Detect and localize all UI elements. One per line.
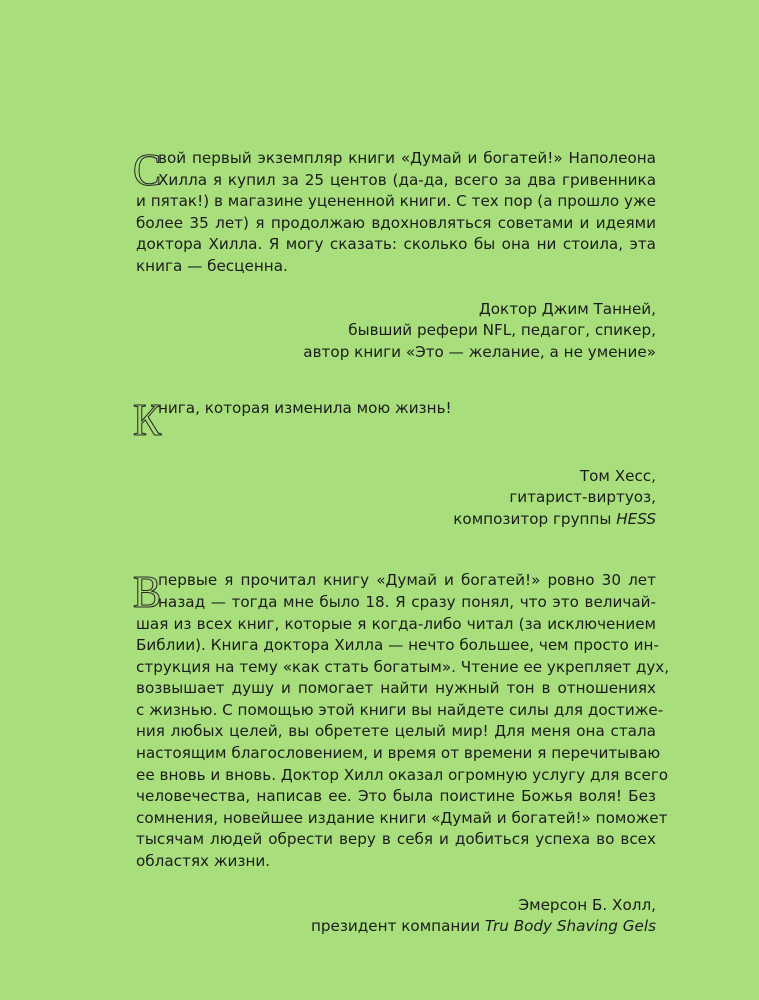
quote-line: нига, которая изменила мою жизнь!: [158, 399, 452, 418]
quote-line: Хилла я купил за 25 центов (да-да, всего за два гривенника: [158, 170, 656, 189]
attribution-name: Доктор Джим Танней,: [478, 299, 656, 318]
attribution-extra: [136, 509, 656, 531]
quote-line: Библии). Книга доктора Хилла — нечто большее, чем просто ин-: [136, 636, 659, 655]
quote-line: настоящим благословением, и время от времени я перечитываю: [136, 744, 661, 763]
quote-line: возвышает душу и помогает найти нужный тон в отношениях: [136, 679, 656, 698]
attribution-role: бывший рефери NFL, педагог, спикер,: [348, 321, 656, 340]
attribution-extra-prefix: композитор группы: [453, 509, 617, 528]
quote-line: назад — тогда мне было 18. Я сразу понял, что это величай-: [158, 592, 656, 611]
quote-line: человечества, написав ее. Это была поистине Божья воля! Без: [136, 787, 656, 806]
quote-line: с жизнью. С помощью этой книги вы найдете силы для достиже-: [136, 700, 664, 719]
quote-line: сомнения, новейшее издание книги «Думай и богатей!» поможет: [136, 808, 668, 827]
testimonial-quote-3: [133, 566, 670, 872]
testimonials-page: [133, 144, 670, 938]
quote-line: книга — бесценна.: [136, 256, 288, 275]
quote-line: шая из всех книг, которые я когда-либо читал (за исключением: [136, 614, 656, 633]
testimonial-attribution-1: [136, 299, 656, 364]
quote-line: ния любых целей, вы обретете целый мир! Для меня она стала: [136, 722, 656, 741]
attribution-name: Эмерсон Б. Холл,: [518, 895, 656, 914]
quote-line: и пятак!) в магазине уцененной книги. С тех пор (а прошло уже: [136, 192, 656, 211]
attribution-extra: автор книги «Это — желание, а не умение»: [303, 342, 656, 361]
attribution-role: гитарист-виртуоз,: [509, 488, 656, 507]
attribution-name: Том Хесс,: [579, 466, 656, 485]
testimonial-quote-2: [133, 394, 656, 446]
quote-line: ее вновь и вновь. Доктор Хилл оказал огромную услугу для всего: [136, 765, 669, 784]
quote-line: вой первый экземпляр книги «Думай и богатей!» Наполеона: [158, 149, 656, 167]
attribution-role: [136, 916, 656, 938]
quote-line: доктора Хилла. Я могу сказать: сколько бы она ни стоила, эта: [136, 235, 656, 254]
attribution-role-prefix: президент компании: [310, 917, 485, 936]
company-name: Tru Body Shaving Gels: [484, 917, 656, 936]
quote-line: областях жизни.: [136, 852, 271, 871]
quote-line: струкция на тему «как стать богатым». Чтение ее укрепляет дух,: [136, 657, 670, 676]
dropcap-letter: С: [133, 144, 162, 195]
quote-line-spacer: [136, 420, 656, 442]
dropcap-letter: В: [133, 566, 162, 618]
band-name: HESS: [616, 509, 656, 528]
quote-line: первые я прочитал книгу «Думай и богатей!» ровно 30 лет: [158, 571, 656, 590]
dropcap-letter: К: [133, 394, 162, 446]
quote-line: более 35 лет) я продолжаю вдохновляться советами и идеями: [136, 213, 656, 232]
testimonial-attribution-3: [136, 895, 656, 938]
testimonial-quote-1: [133, 144, 656, 278]
testimonial-attribution-2: [136, 466, 656, 531]
quote-line: тысячам людей обрести веру в себя и добиться успеха во всех: [136, 830, 656, 849]
